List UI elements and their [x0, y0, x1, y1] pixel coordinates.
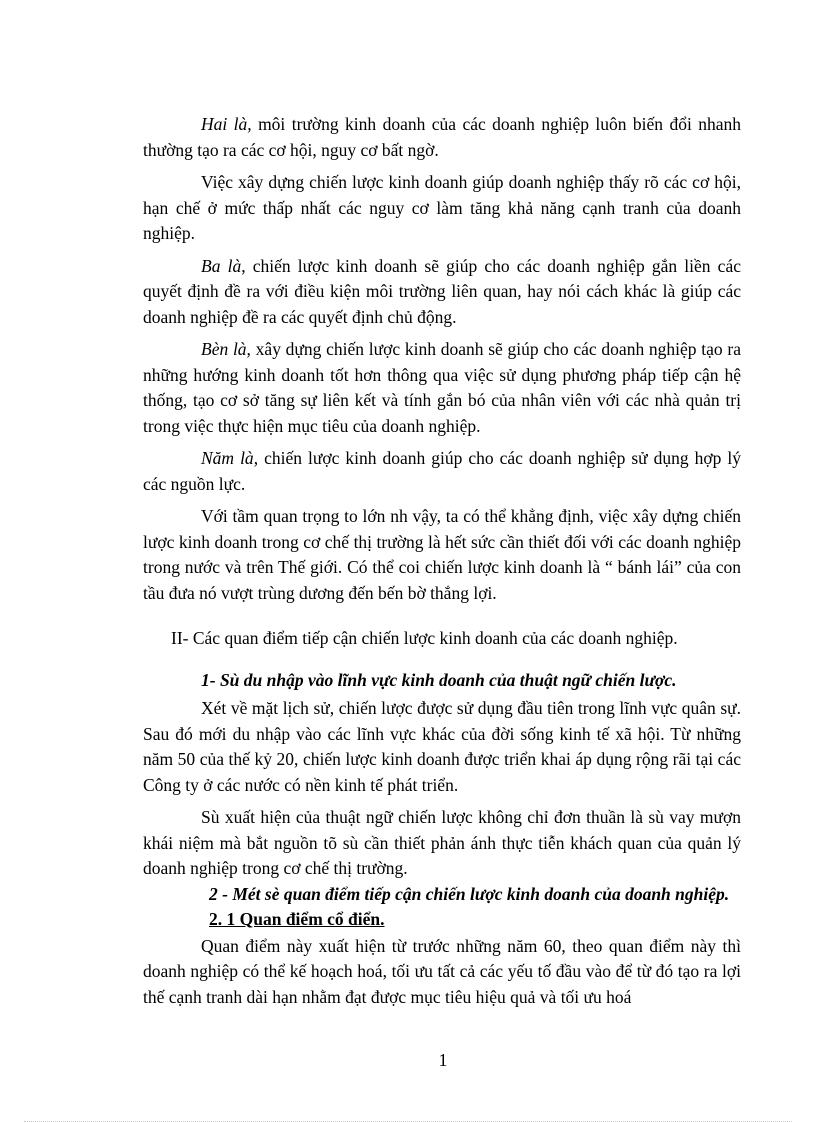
paragraph-lead: Năm là	[201, 448, 254, 468]
paragraph-text: môi trường kinh doanh của các doanh nghiệp luôn biến đổi nhanh thường tạo ra các cơ hội, nguy cơ bất ngờ.	[143, 114, 741, 160]
subsection-heading-1: 1- Sù du nhập vào lĩnh vực kinh doanh của thuật ngữ chiến lược.	[201, 669, 677, 690]
page-number: 1	[438, 1050, 448, 1070]
paragraph-hai-la	[143, 112, 741, 163]
paragraph-co-dien	[143, 934, 741, 1011]
paragraph-text: Với tầm quan trọng to lớn nh vậy, ta có thể khẳng định, việc xây dựng chiến lược kinh doanh trong cơ chế thị trường là hết sức cần thiết đối với các doanh nghiệp trong nước và trên Thế giới. Có thể coi chiến lược kinh doanh là “ bánh lái” của con tầu đưa nó vượt trùng dương đến bến bờ thắng lợi.	[143, 506, 741, 603]
body-text	[143, 112, 741, 1010]
paragraph-bon-la	[143, 337, 741, 439]
paragraph-lead: Hai là,	[201, 114, 252, 134]
section-heading: II- Các quan điểm tiếp cận chiến lược kinh doanh của các doanh nghiệp.	[171, 628, 678, 648]
subsection-heading-2-1: 2. 1 Quan điểm cổ điển.	[209, 909, 385, 929]
paragraph-lich-su	[143, 696, 741, 798]
paragraph-viec-xay-dung	[143, 170, 741, 247]
paragraph-tam-quan-trong	[143, 504, 741, 606]
paragraph-text: Quan điểm này xuất hiện từ trước những năm 60, theo quan điểm này thì doanh nghiệp có thể kế hoạch hoá, tối ưu tất cả các yếu tố đầu vào để từ đó tạo ra lợi thế cạnh tranh dài hạn nhằm đạt được mục tiêu hiệu quả và tối ưu hoá	[143, 935, 741, 1007]
paragraph-text: Sù xuất hiện của thuật ngữ chiến lược không chỉ đơn thuần là sù vay mượn khái niệm mà bắt nguồn tõ sù cần thiết phản ánh thực tiễn khách quan của quản lý doanh nghiệp trong cơ chế thị trường.	[143, 807, 741, 878]
paragraph-text: xây dựng chiến lược kinh doanh sẽ giúp cho các doanh nghiệp tạo ra những hướng kinh doanh tốt hơn thông qua việc sử dụng phương pháp tiếp cận hệ thống, tạo cơ sở tăng sự liên kết và tính gắn bó của nhân viên với các nhà quản trị trong việc thực hiện mục tiêu của doanh nghiệp.	[143, 339, 741, 436]
paragraph-ba-la	[143, 254, 741, 331]
paragraph-lead: Bèn là,	[201, 339, 251, 359]
subsection-heading-2: 2 - Mét sè quan điểm tiếp cận chiến lược kinh doanh của doanh nghiệp.	[209, 883, 730, 904]
paragraph-su-xuat-hien	[143, 805, 741, 882]
page-bottom-divider	[24, 1121, 792, 1122]
paragraph-text: , chiến lược kinh doanh giúp cho các doanh nghiệp sử dụng hợp lý các nguồn lực.	[143, 448, 741, 494]
paragraph-text: , chiến lược kinh doanh sẽ giúp cho các doanh nghiệp gắn liền các quyết định đề ra với điều kiện môi trường liên quan, hay nói cách khác là giúp các doanh nghiệp đề ra các quyết định chủ động.	[143, 255, 741, 327]
paragraph-text: Xét về mặt lịch sử, chiến lược được sử dụng đầu tiên trong lĩnh vực quân sự. Sau đó mới du nhập vào các lĩnh vực khác của đời sống kinh tế xã hội. Từ những năm 50 của thế kỷ 20, chiến lược kinh doanh được triển khai áp dụng rộng rãi tại các Công ty ở các nước có nền kinh tế phát triển.	[143, 698, 741, 795]
paragraph-text: Việc xây dựng chiến lược kinh doanh giúp doanh nghiệp thấy rõ các cơ hội, hạn chế ở mức thấp nhất các nguy cơ làm tăng khả năng cạnh tranh của doanh nghiệp.	[143, 172, 741, 243]
paragraph-lead: Ba là	[201, 255, 242, 276]
paragraph-nam-la	[143, 446, 741, 497]
